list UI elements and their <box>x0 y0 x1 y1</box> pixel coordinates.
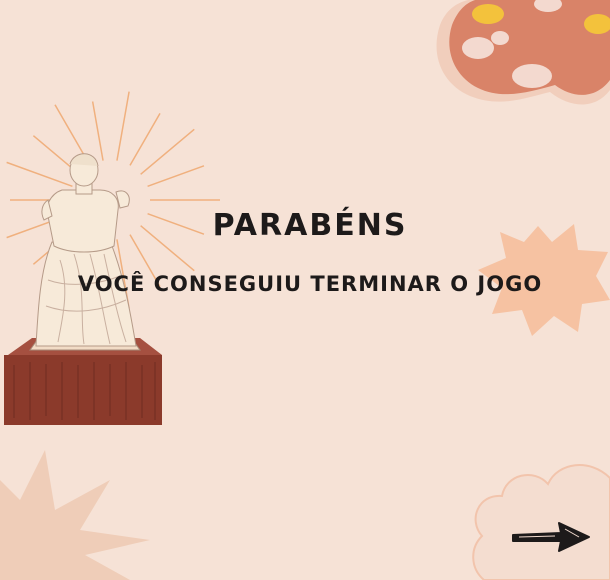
spiky-decoration <box>0 440 190 580</box>
congratulations-title: PARABÉNS <box>212 208 408 243</box>
game-finished-message: VOCÊ CONSEGUIU TERMINAR O JOGO <box>77 272 543 296</box>
paint-palette-icon <box>430 0 610 115</box>
next-button[interactable] <box>505 515 595 557</box>
cloud-outline-decoration <box>468 448 610 580</box>
right-arrow-icon <box>505 515 595 557</box>
